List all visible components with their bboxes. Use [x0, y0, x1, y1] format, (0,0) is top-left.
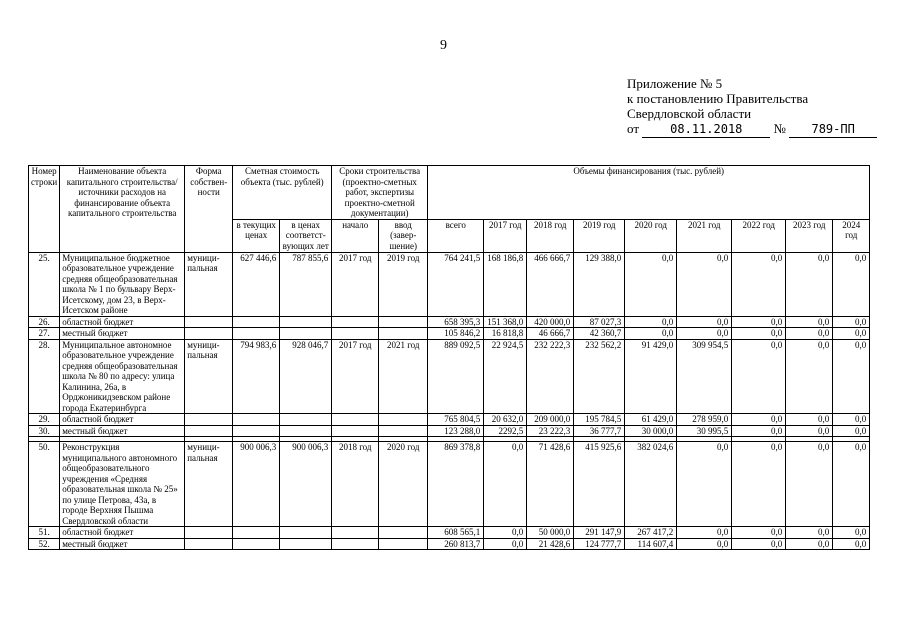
cell-name: Реконструкция муниципального автономного общеобразовательного учреждения «Средняя образовательная школа № 25» по улице Петрова, 43а, в городе Верхняя Пышма Свердловской области	[60, 442, 185, 527]
cell-y2018: 46 666,7	[527, 328, 574, 340]
cell-y2017: 2292,5	[484, 425, 527, 437]
cell-y2023: 0,0	[786, 538, 833, 550]
financing-table	[28, 165, 870, 550]
cell-start	[332, 538, 379, 550]
cell-form	[185, 538, 233, 550]
from-label: от	[627, 121, 640, 136]
cell-y2021: 0,0	[677, 328, 732, 340]
cell-total: 608 565,1	[428, 527, 484, 539]
cell-name: областной бюджет	[60, 527, 185, 539]
header-row-number: Номер строки	[29, 166, 60, 253]
table-row	[29, 328, 870, 340]
cell-cost-year	[280, 527, 332, 539]
cell-y2019: 415 925,6	[574, 442, 625, 527]
header-cost-current: в текущих ценах	[233, 219, 280, 252]
cell-y2020: 0,0	[625, 316, 677, 328]
cell-cost-year: 787 855,6	[280, 252, 332, 316]
header-object-name: Наименование объекта капитального строительства/ источники расходов на финансирование объекта капитального строительства	[60, 166, 185, 253]
cell-y2018: 21 428,6	[527, 538, 574, 550]
cell-name: Муниципальное автономное образовательное учреждение средняя общеобразовательная школа № 80 по адресу: улица Калинина, 26а, в Орджоникидзевском районе города Екатеринбурга	[60, 339, 185, 414]
cell-y2022: 0,0	[732, 442, 786, 527]
table-row	[29, 316, 870, 328]
number-label: №	[773, 121, 786, 136]
cell-cost-year	[280, 316, 332, 328]
cell-y2019: 42 360,7	[574, 328, 625, 340]
decree-number: 789-ПП	[789, 122, 877, 138]
cell-y2024: 0,0	[833, 328, 870, 340]
cell-y2024: 0,0	[833, 339, 870, 414]
cell-no: 30.	[29, 425, 60, 437]
cell-y2017: 168 186,8	[484, 252, 527, 316]
cell-end: 2021 год	[379, 339, 428, 414]
cell-end	[379, 316, 428, 328]
cell-cost-current	[233, 328, 280, 340]
cell-end: 2019 год	[379, 252, 428, 316]
cell-no: 51.	[29, 527, 60, 539]
cell-total: 764 241,5	[428, 252, 484, 316]
cell-y2023: 0,0	[786, 316, 833, 328]
cell-y2022: 0,0	[732, 538, 786, 550]
cell-y2021: 278 959,0	[677, 414, 732, 426]
appendix-line3: Свердловской области	[627, 106, 752, 121]
cell-y2019: 129 388,0	[574, 252, 625, 316]
header-financing: Объемы финансирования (тыс. рублей)	[428, 166, 870, 220]
cell-start	[332, 414, 379, 426]
cell-no: 25.	[29, 252, 60, 316]
cell-y2020: 0,0	[625, 328, 677, 340]
cell-start	[332, 527, 379, 539]
cell-y2017: 0,0	[484, 527, 527, 539]
cell-y2022: 0,0	[732, 316, 786, 328]
cell-end: 2020 год	[379, 442, 428, 527]
cell-total: 765 804,5	[428, 414, 484, 426]
cell-cost-year	[280, 425, 332, 437]
cell-cost-current	[233, 414, 280, 426]
cell-y2021: 0,0	[677, 527, 732, 539]
cell-y2024: 0,0	[833, 316, 870, 328]
cell-form: муници-пальная	[185, 442, 233, 527]
cell-y2018: 232 222,3	[527, 339, 574, 414]
cell-cost-year: 928 046,7	[280, 339, 332, 414]
cell-y2022: 0,0	[732, 339, 786, 414]
cell-y2024: 0,0	[833, 442, 870, 527]
header-term-start: начало	[332, 219, 379, 252]
header-term-end: ввод (завер-шение)	[379, 219, 428, 252]
cell-y2023: 0,0	[786, 252, 833, 316]
header-year: 2024 год	[833, 219, 870, 252]
cell-total: 123 288,0	[428, 425, 484, 437]
table-row	[29, 414, 870, 426]
cell-total: 658 395,3	[428, 316, 484, 328]
cell-y2021: 0,0	[677, 442, 732, 527]
cell-y2020: 267 417,2	[625, 527, 677, 539]
cell-y2022: 0,0	[732, 252, 786, 316]
cell-form: муници-пальная	[185, 252, 233, 316]
cell-no: 29.	[29, 414, 60, 426]
cell-y2017: 16 818,8	[484, 328, 527, 340]
cell-name: местный бюджет	[60, 425, 185, 437]
cell-end	[379, 538, 428, 550]
cell-y2024: 0,0	[833, 538, 870, 550]
table-row	[29, 442, 870, 527]
appendix-line2: к постановлению Правительства	[627, 91, 809, 106]
cell-y2020: 91 429,0	[625, 339, 677, 414]
cell-no: 50.	[29, 442, 60, 527]
header-year: 2023 год	[786, 219, 833, 252]
cell-y2023: 0,0	[786, 339, 833, 414]
cell-form: муници-пальная	[185, 339, 233, 414]
cell-form	[185, 425, 233, 437]
cell-total: 105 846,2	[428, 328, 484, 340]
cell-no: 26.	[29, 316, 60, 328]
cell-cost-current: 900 006,3	[233, 442, 280, 527]
cell-no: 28.	[29, 339, 60, 414]
table-row	[29, 527, 870, 539]
decree-date: 08.11.2018	[642, 122, 770, 138]
cell-start: 2018 год	[332, 442, 379, 527]
appendix-date-line	[627, 121, 877, 138]
header-year: 2019 год	[574, 219, 625, 252]
page-number: 9	[440, 38, 447, 53]
cell-name: Муниципальное бюджетное образовательное учреждение средняя общеобразовательная школа № 1 по бульвару Верх-Исетскому, дом 23, в Верх-Исетском районе	[60, 252, 185, 316]
cell-y2020: 382 024,6	[625, 442, 677, 527]
cell-y2024: 0,0	[833, 252, 870, 316]
header-cost-year: в ценах соответст-вующих лет	[280, 219, 332, 252]
header-ownership: Форма собствен-ности	[185, 166, 233, 253]
cell-start	[332, 328, 379, 340]
cell-y2023: 0,0	[786, 414, 833, 426]
cell-y2021: 0,0	[677, 252, 732, 316]
cell-y2021: 309 954,5	[677, 339, 732, 414]
cell-y2018: 420 000,0	[527, 316, 574, 328]
table-row	[29, 252, 870, 316]
header-construction-terms: Сроки строительства (проектно-сметных работ, экспертизы проектно-сметной документации)	[332, 166, 428, 220]
cell-cost-current	[233, 425, 280, 437]
cell-cost-current: 627 446,6	[233, 252, 280, 316]
cell-form	[185, 328, 233, 340]
header-total: всего	[428, 219, 484, 252]
cell-no: 52.	[29, 538, 60, 550]
cell-y2020: 30 000,0	[625, 425, 677, 437]
cell-y2024: 0,0	[833, 527, 870, 539]
appendix-block	[627, 76, 877, 138]
cell-y2018: 50 000,0	[527, 527, 574, 539]
cell-y2021: 0,0	[677, 316, 732, 328]
cell-cost-current	[233, 316, 280, 328]
cell-start: 2017 год	[332, 252, 379, 316]
cell-y2017: 22 924,5	[484, 339, 527, 414]
cell-cost-year	[280, 328, 332, 340]
cell-name: областной бюджет	[60, 414, 185, 426]
header-year: 2021 год	[677, 219, 732, 252]
cell-end	[379, 527, 428, 539]
cell-y2019: 124 777,7	[574, 538, 625, 550]
cell-cost-year	[280, 414, 332, 426]
cell-y2018: 209 000,0	[527, 414, 574, 426]
cell-y2022: 0,0	[732, 425, 786, 437]
cell-cost-current	[233, 527, 280, 539]
cell-end	[379, 328, 428, 340]
cell-y2023: 0,0	[786, 425, 833, 437]
header-estimated-cost: Сметная стоимость объекта (тыс. рублей)	[233, 166, 332, 220]
cell-y2024: 0,0	[833, 414, 870, 426]
cell-y2018: 71 428,6	[527, 442, 574, 527]
cell-total: 889 092,5	[428, 339, 484, 414]
cell-y2017: 20 632,0	[484, 414, 527, 426]
header-year: 2018 год	[527, 219, 574, 252]
cell-y2019: 87 027,3	[574, 316, 625, 328]
cell-name: местный бюджет	[60, 328, 185, 340]
table-row	[29, 339, 870, 414]
cell-form	[185, 527, 233, 539]
cell-y2019: 36 777,7	[574, 425, 625, 437]
cell-y2023: 0,0	[786, 328, 833, 340]
cell-cost-year	[280, 538, 332, 550]
header-year: 2020 год	[625, 219, 677, 252]
cell-y2019: 232 562,2	[574, 339, 625, 414]
cell-y2017: 0,0	[484, 442, 527, 527]
cell-y2019: 291 147,9	[574, 527, 625, 539]
cell-total: 260 813,7	[428, 538, 484, 550]
cell-y2018: 23 222,3	[527, 425, 574, 437]
cell-y2017: 151 368,0	[484, 316, 527, 328]
cell-start: 2017 год	[332, 339, 379, 414]
cell-y2023: 0,0	[786, 527, 833, 539]
table-row	[29, 425, 870, 437]
cell-y2020: 0,0	[625, 252, 677, 316]
cell-y2020: 114 607,4	[625, 538, 677, 550]
cell-total: 869 378,8	[428, 442, 484, 527]
cell-y2021: 30 995,5	[677, 425, 732, 437]
cell-cost-current	[233, 538, 280, 550]
cell-start	[332, 425, 379, 437]
cell-y2018: 466 666,7	[527, 252, 574, 316]
header-year: 2022 год	[732, 219, 786, 252]
cell-name: областной бюджет	[60, 316, 185, 328]
cell-y2021: 0,0	[677, 538, 732, 550]
cell-y2020: 61 429,0	[625, 414, 677, 426]
cell-y2017: 0,0	[484, 538, 527, 550]
cell-y2022: 0,0	[732, 414, 786, 426]
cell-y2022: 0,0	[732, 328, 786, 340]
cell-cost-current: 794 983,6	[233, 339, 280, 414]
cell-form	[185, 414, 233, 426]
table-row	[29, 538, 870, 550]
cell-no: 27.	[29, 328, 60, 340]
cell-name: местный бюджет	[60, 538, 185, 550]
cell-cost-year: 900 006,3	[280, 442, 332, 527]
appendix-title: Приложение № 5	[627, 76, 723, 91]
cell-y2022: 0,0	[732, 527, 786, 539]
cell-end	[379, 414, 428, 426]
cell-start	[332, 316, 379, 328]
cell-y2024: 0,0	[833, 425, 870, 437]
cell-form	[185, 316, 233, 328]
header-year: 2017 год	[484, 219, 527, 252]
cell-end	[379, 425, 428, 437]
cell-y2019: 195 784,5	[574, 414, 625, 426]
cell-y2023: 0,0	[786, 442, 833, 527]
